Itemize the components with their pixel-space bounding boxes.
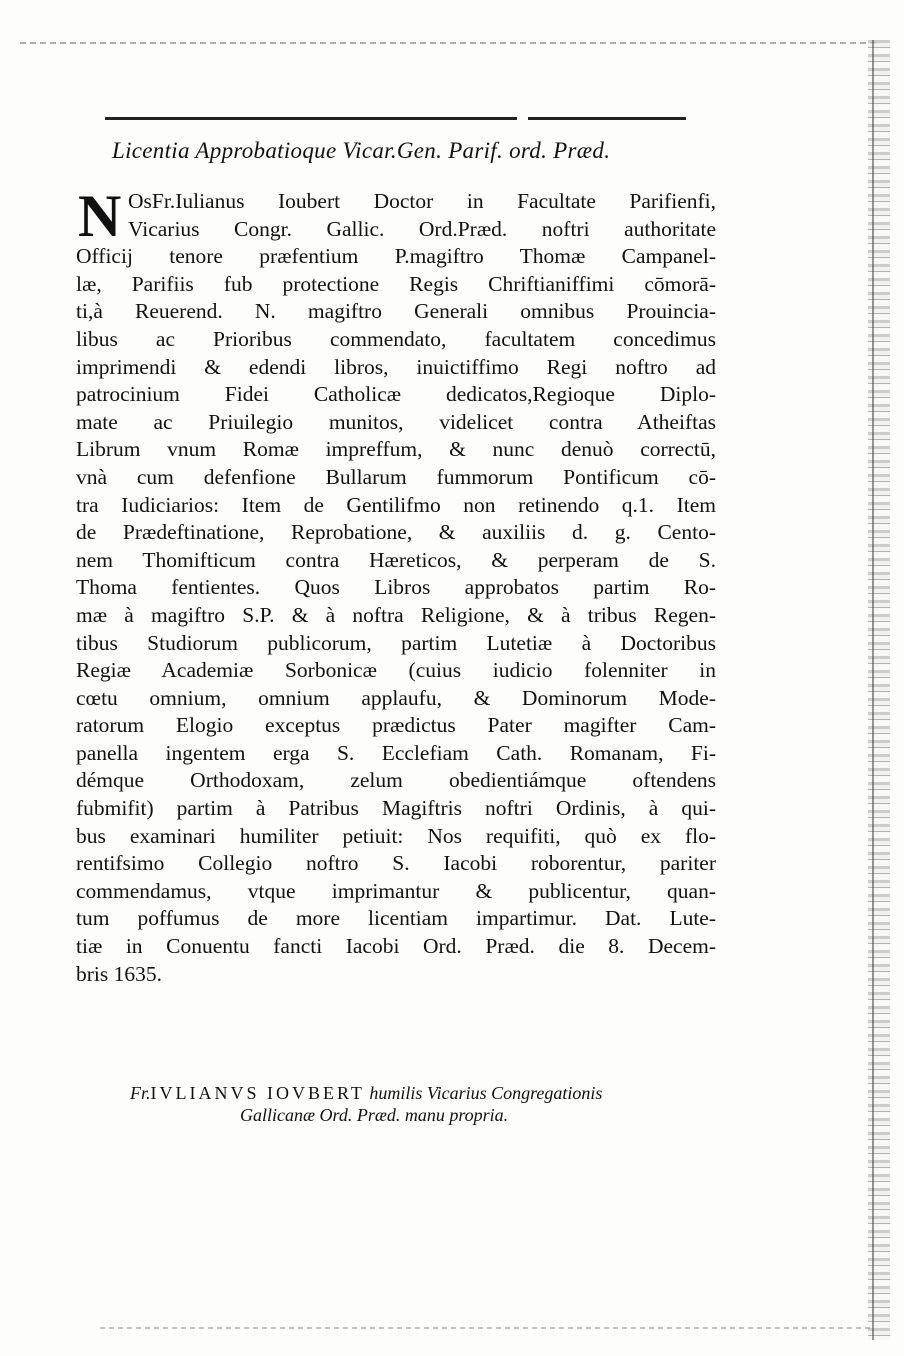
page-bottom-edge [100, 1327, 870, 1329]
body-line: fubmifit) partim à Patribus Magiftris noftri Ordinis, à qui- [76, 796, 716, 821]
body-line: commendamus, vtque imprimantur & publicentur, quan- [76, 878, 716, 903]
drop-cap: N [78, 183, 121, 249]
body-line: tra Iudiciarios: Item de Gentilifmo non retinendo q.1. Item [76, 492, 716, 517]
body-line: ti,à Reuerend. N. magiftro Generali omnibus Prouincia- [76, 299, 716, 324]
signature-prefix: Fr. [130, 1083, 151, 1103]
body-line: bus examinari humiliter petiuit: Nos requifiti, quò ex flo- [76, 823, 716, 848]
body-line: tum poffumus de more licentiam impartimur. Dat. Lute- [76, 906, 716, 931]
body-line: tibus Studiorum publicorum, partim Lutetiæ à Doctoribus [76, 630, 716, 655]
body-line: Librum vnum Romæ impreffum, & nunc denuò correctū, [76, 437, 716, 462]
body-line: vnà cum defenfione Bullarum fummorum Pontificum cō- [76, 464, 716, 489]
body-line: Regiæ Academiæ Sorbonicæ (cuius iudicio folenniter in [76, 658, 716, 683]
page-binding-line [872, 40, 874, 1340]
body-line: bris 1635. [76, 961, 162, 986]
body-line: Thoma fentientes. Quos Libros approbatos partim Ro- [76, 575, 716, 600]
body-line: ratorum Elogio exceptus prædictus Pater magifter Cam- [76, 713, 716, 738]
body-line: patrocinium Fidei Catholicæ dedicatos,Regioque Diplo- [76, 382, 716, 407]
body-line: panella ingentem erga S. Ecclefiam Cath. Romanam, Fi- [76, 740, 716, 765]
body-line: libus ac Prioribus commendato, facultatem concedimus [76, 326, 716, 351]
body-line: tiæ in Conuentu fancti Iacobi Ord. Præd. die 8. Decem- [76, 934, 716, 959]
body-line: mate ac Priuilegio munitos, videlicet contra Atheiftas [76, 409, 716, 434]
body-line: démque Orthodoxam, zelum obedientiámque oftendens [76, 768, 716, 793]
signature-line-2: Gallicanæ Ord. Præd. manu propria. [240, 1105, 509, 1125]
body-text [76, 183, 716, 988]
body-line: læ, Parifiis fub protectione Regis Chriftianiffimi cōmorā- [76, 271, 716, 296]
body-line: de Prædeftinatione, Reprobatione, & auxiliis d. g. Cento- [76, 520, 716, 545]
page-top-edge [20, 42, 880, 44]
signature-title: humilis Vicarius Congregationis [369, 1083, 603, 1103]
page-heading: Licentia Approbatioque Vicar.Gen. Parif. ord. Præd. [112, 138, 611, 163]
header-rule-right [528, 117, 686, 120]
signature-line-1 [130, 1082, 730, 1104]
body-line: Officij tenore præfentium P.magiftro Thomæ Campanel- [76, 244, 716, 269]
body-line: Vicarius Congr. Gallic. Ord.Præd. noftri authoritate [128, 216, 716, 241]
body-line: cœtu omnium, omnium applaufu, & Dominorum Mode- [76, 685, 716, 710]
body-line: rentifsimo Collegio noftro S. Iacobi roborentur, pariter [76, 851, 716, 876]
body-line: OsFr.Iulianus Ioubert Doctor in Facultate Parifienfi, [128, 189, 716, 213]
body-line: nem Thomifticum contra Hæreticos, & perperam de S. [76, 547, 716, 572]
body-line: imprimendi & edendi libros, inuictiffimo Regi noftro ad [76, 354, 716, 379]
header-rule-left [105, 117, 517, 120]
signature-block [130, 1082, 730, 1126]
body-line: mæ à magiftro S.P. & à noftra Religione, & à tribus Regen- [76, 602, 716, 627]
signature-name: IVLIANVS IOVBERT [150, 1083, 365, 1103]
